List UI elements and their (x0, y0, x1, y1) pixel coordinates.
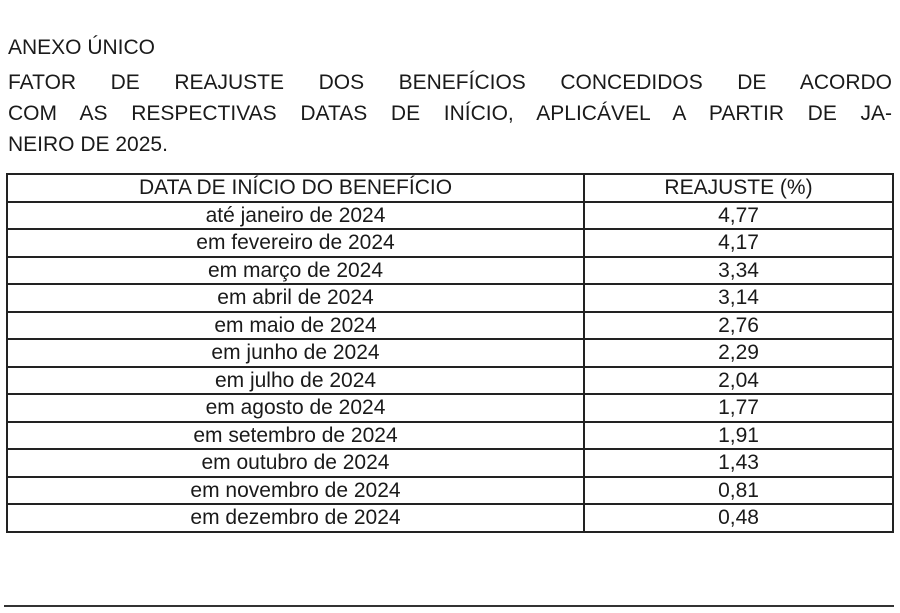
adjustment-cell: 0,48 (584, 504, 893, 532)
table-row (7, 367, 893, 395)
table-row (7, 202, 893, 230)
adjustment-cell: 2,76 (584, 312, 893, 340)
start-date-cell: em fevereiro de 2024 (7, 229, 584, 257)
table-row (7, 504, 893, 532)
start-date-cell: em junho de 2024 (7, 339, 584, 367)
table-row (7, 339, 893, 367)
table-body (7, 202, 893, 532)
adjustment-cell: 2,04 (584, 367, 893, 395)
description-line: COM AS RESPECTIVAS DATAS DE INÍCIO, APLICÁVEL A PARTIR DE JA- (8, 102, 892, 125)
start-date-cell: em dezembro de 2024 (7, 504, 584, 532)
adjustment-cell: 0,81 (584, 477, 893, 505)
table-row (7, 449, 893, 477)
start-date-cell: em outubro de 2024 (7, 449, 584, 477)
start-date-cell: em agosto de 2024 (7, 394, 584, 422)
adjustment-cell: 4,17 (584, 229, 893, 257)
table-row (7, 229, 893, 257)
adjustment-cell: 1,77 (584, 394, 893, 422)
adjustment-cell: 2,29 (584, 339, 893, 367)
table-row (7, 312, 893, 340)
annex-description (8, 67, 892, 160)
table-row (7, 394, 893, 422)
start-date-cell: em julho de 2024 (7, 367, 584, 395)
adjustment-cell: 3,14 (584, 284, 893, 312)
table-row (7, 422, 893, 450)
table-header-row (7, 174, 893, 202)
start-date-cell: em setembro de 2024 (7, 422, 584, 450)
adjustment-cell: 1,43 (584, 449, 893, 477)
description-line: NEIRO DE 2025. (8, 133, 168, 156)
column-header-start-date: DATA DE INÍCIO DO BENEFÍCIO (7, 174, 584, 202)
start-date-cell: em maio de 2024 (7, 312, 584, 340)
start-date-cell: em março de 2024 (7, 257, 584, 285)
adjustment-cell: 1,91 (584, 422, 893, 450)
table-row (7, 477, 893, 505)
table-row (7, 257, 893, 285)
start-date-cell: em novembro de 2024 (7, 477, 584, 505)
table-row (7, 284, 893, 312)
annex-title: ANEXO ÚNICO (8, 36, 156, 59)
column-header-adjustment: REAJUSTE (%) (584, 174, 893, 202)
footer-divider (4, 605, 894, 607)
adjustment-cell: 3,34 (584, 257, 893, 285)
start-date-cell: em abril de 2024 (7, 284, 584, 312)
adjustment-table (6, 173, 894, 533)
adjustment-cell: 4,77 (584, 202, 893, 230)
start-date-cell: até janeiro de 2024 (7, 202, 584, 230)
description-line: FATOR DE REAJUSTE DOS BENEFÍCIOS CONCEDIDOS DE ACORDO (8, 71, 892, 94)
